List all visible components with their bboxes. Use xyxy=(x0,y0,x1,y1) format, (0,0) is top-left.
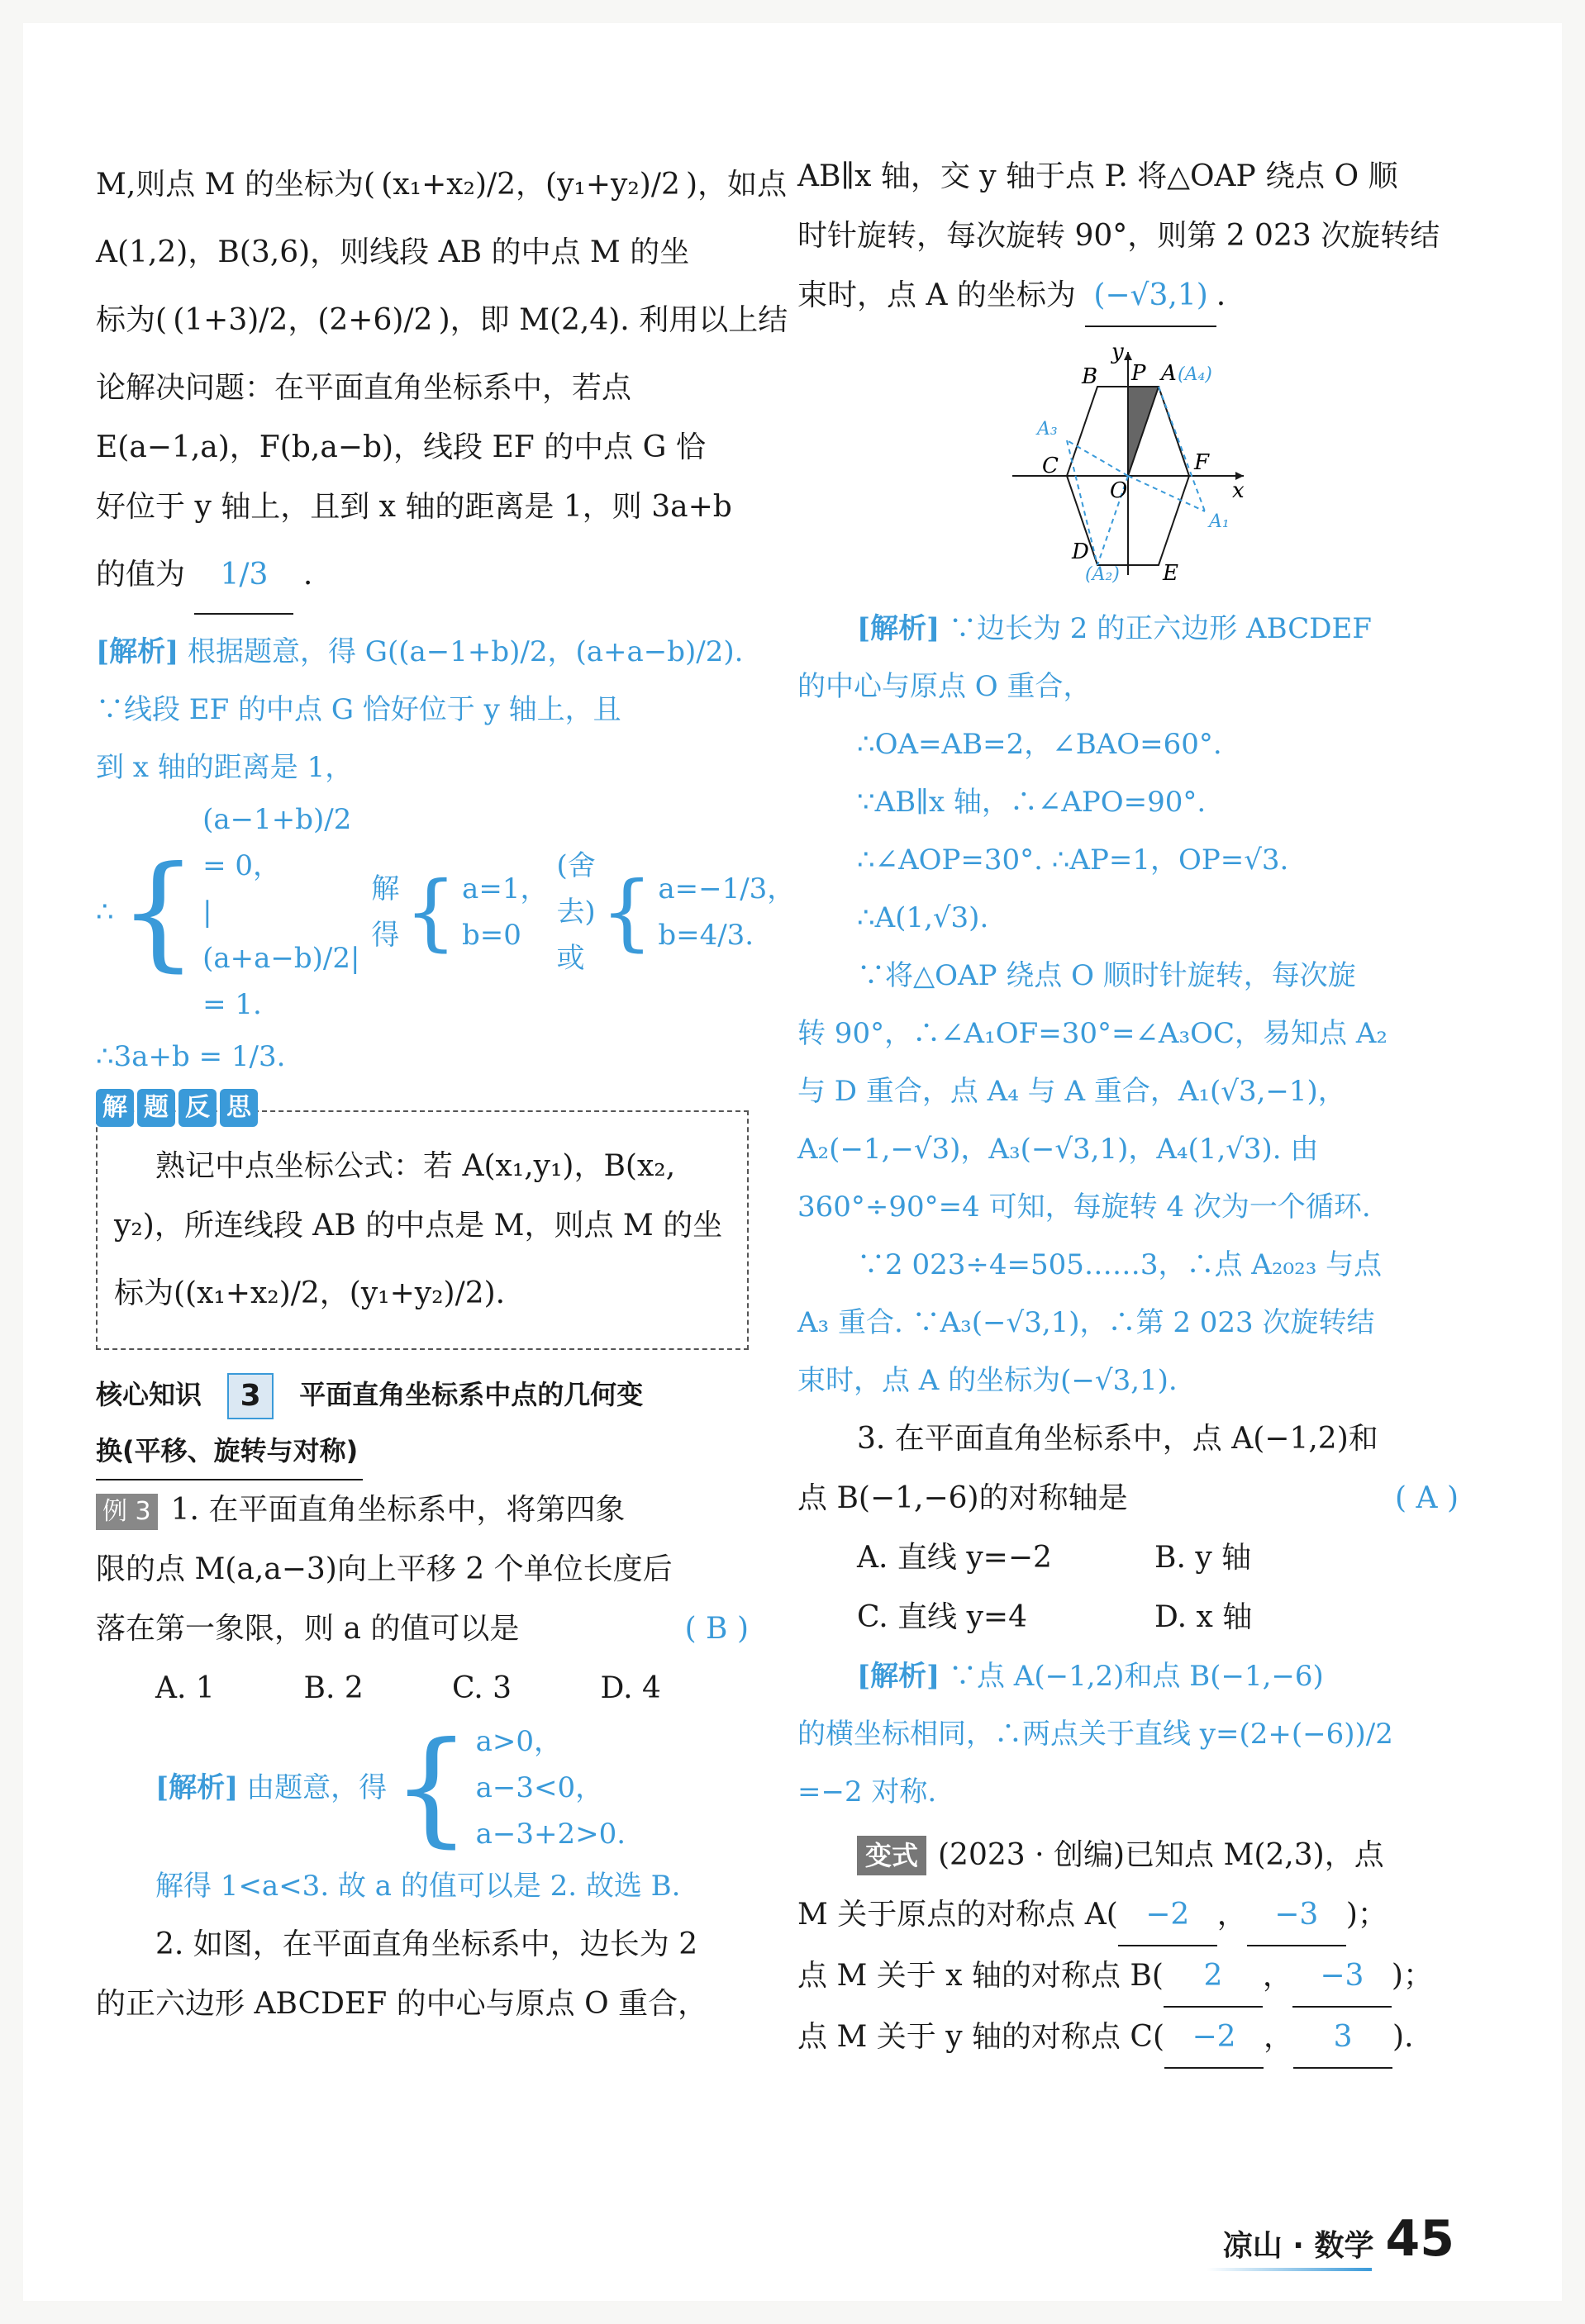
text-line: A(1,2)，B(3,6)，则线段 AB 的中点 M 的坐 xyxy=(96,235,690,269)
equation: (a−1+b)/2 = 0， xyxy=(202,803,352,882)
choice-a: A. 直线 y=−2 xyxy=(857,1541,1052,1575)
equation: |(a+a−b)/2| = 1. xyxy=(202,896,360,1021)
section-title: 平面直角坐标系中点的几何变 xyxy=(299,1379,644,1410)
label-p: P xyxy=(1131,361,1146,386)
triangle-oap xyxy=(1128,387,1159,476)
equation: b=4/3. xyxy=(658,919,754,952)
section-label: 核心知识 xyxy=(96,1379,202,1410)
question-line xyxy=(96,1480,749,1540)
right-column xyxy=(797,147,1459,2069)
analysis-line: ∵线段 EF 的中点 G 恰好位于 y 轴上，且 xyxy=(96,693,621,726)
punct: ). xyxy=(1392,2020,1414,2054)
question-line: AB∥x 轴，交 y 轴于点 P. 将△OAP 绕点 O 顺 xyxy=(797,159,1398,193)
hexagon-figure xyxy=(797,335,1459,583)
analysis-tag: [解析] xyxy=(857,1660,940,1693)
question-line xyxy=(797,1469,1459,1528)
answer-blank: 3 xyxy=(1293,2008,1392,2069)
answer-blank: −3 xyxy=(1292,1946,1392,2008)
label-o: O xyxy=(1110,478,1128,503)
solve-label: 解得 xyxy=(371,872,400,952)
section-heading xyxy=(96,1366,749,1423)
analysis-line: A₃ 重合. ∵A₃(−√3,1)，∴第 2 023 次旋转结 xyxy=(797,1306,1375,1339)
choices xyxy=(797,1588,1459,1647)
analysis-line xyxy=(96,623,749,681)
page xyxy=(23,23,1562,2301)
analysis-text: ∵点 A(−1,2)和点 B(−1,−6) xyxy=(949,1660,1324,1693)
analysis-tag: [解析] xyxy=(96,635,179,668)
analysis-line: 与 D 重合，点 A₄ 与 A 重合，A₁(√3,−1)， xyxy=(797,1075,1346,1108)
analysis-tag: [解析] xyxy=(857,612,940,645)
choice-c: C. 3 xyxy=(452,1671,512,1705)
text-line: 论解决问题：在平面直角坐标系中，若点 xyxy=(96,371,632,405)
question-line xyxy=(96,1599,749,1659)
label-e: E xyxy=(1163,561,1178,583)
answer-blank: (−√3,1) xyxy=(1085,266,1216,327)
text-line: 标为( (1+3)/2，(2+6)/2 )，即 M(2,4). 利用以上结 xyxy=(96,303,788,337)
question-line xyxy=(797,1946,1459,2008)
reflection-char: 解 xyxy=(96,1089,134,1127)
comma: ， xyxy=(1264,2020,1294,2054)
answer-blank: −3 xyxy=(1247,1885,1346,1946)
analysis-line: ∵将△OAP 绕点 O 顺时针旋转，每次旋 xyxy=(857,959,1356,992)
analysis-line: A₂(−1,−√3)，A₃(−√3,1)，A₄(1,√3). 由 xyxy=(797,1133,1319,1166)
analysis-line: 360°÷90°=4 可知，每旋转 4 次为一个循环. xyxy=(797,1191,1371,1224)
text-line: 好位于 y 轴上，且到 x 轴的距离是 1，则 3a+b xyxy=(96,490,732,524)
section-number: 3 xyxy=(227,1373,274,1419)
answer-choice: ( B ) xyxy=(684,1612,749,1646)
discard-note: (舍去)或 xyxy=(556,849,596,975)
question-line: 2. 如图，在平面直角坐标系中，边长为 2 xyxy=(155,1927,698,1961)
system-left xyxy=(202,796,359,1028)
label-a3: A₃ xyxy=(1037,419,1058,440)
comma: ， xyxy=(1262,1959,1292,1993)
reflection-box xyxy=(96,1093,749,1350)
system-solution-1 xyxy=(462,866,548,958)
analysis-text: 由题意，得 xyxy=(246,1771,388,1804)
label-f: F xyxy=(1194,450,1210,475)
equation: b=0 xyxy=(462,919,521,952)
comma: ， xyxy=(1216,1898,1247,1932)
reflection-title xyxy=(96,1089,258,1127)
equation: a=−1/3， xyxy=(658,872,796,905)
dashed-line xyxy=(1067,440,1128,476)
label-d: D xyxy=(1072,539,1089,564)
analysis-line xyxy=(797,1647,1459,1705)
analysis-line: ∵AB∥x 轴，∴∠APO=90°. xyxy=(857,786,1207,819)
label-a: A xyxy=(1161,361,1177,386)
reflection-char: 题 xyxy=(137,1089,175,1127)
question-text: 点 M 关于 x 轴的对称点 B( xyxy=(797,1959,1164,1993)
answer-blank: −2 xyxy=(1118,1885,1217,1946)
example-tag: 例 3 xyxy=(96,1494,158,1530)
question-text: M 关于原点的对称点 A( xyxy=(797,1898,1118,1932)
label-c: C xyxy=(1042,454,1059,478)
choice-d: D. x 轴 xyxy=(1154,1600,1253,1634)
analysis-line: ∴OA=AB=2，∠BAO=60°. xyxy=(857,728,1222,761)
text-line: M,则点 M 的坐标为( (x₁+x₂)/2，(y₁+y₂)/2 )，如点 xyxy=(96,168,788,202)
inequality-system: [解析] 由题意，得 { a>0， a−3<0， a−3+2>0. xyxy=(155,1716,626,1860)
question-line xyxy=(797,1885,1459,1946)
analysis-result: ∴3a+b = 1/3. xyxy=(96,1040,286,1073)
therefore-symbol: ∴ xyxy=(96,896,114,929)
analysis-line: ∴∠AOP=30°. ∴AP=1，OP=√3. xyxy=(857,844,1289,877)
question-line: 时针旋转，每次旋转 90°，则第 2 023 次旋转结 xyxy=(797,219,1440,253)
reflection-char: 思 xyxy=(220,1089,258,1127)
inequality: a>0， xyxy=(475,1725,563,1758)
footer-decoration xyxy=(1207,2268,1372,2271)
hexagon-diagram xyxy=(996,335,1260,583)
page-footer xyxy=(1223,2210,1454,2268)
y-axis-arrow xyxy=(1124,352,1132,360)
analysis-line xyxy=(797,600,1459,658)
text-line: y₂)，所连线段 AB 的中点是 M，则点 M 的坐 xyxy=(114,1209,723,1243)
analysis-line: 转 90°，∴∠A₁OF=30°=∠A₃OC，易知点 A₂ xyxy=(797,1017,1387,1050)
analysis-line: 束时，点 A 的坐标为(−√3,1). xyxy=(797,1364,1178,1397)
label-a2: (A₂) xyxy=(1085,564,1120,583)
reflection-char: 反 xyxy=(178,1089,217,1127)
punct: )； xyxy=(1345,1898,1387,1932)
answer-blank: 1/3 xyxy=(194,537,293,615)
answer-choice: ( A ) xyxy=(1395,1481,1459,1515)
analysis-line: =−2 对称. xyxy=(797,1775,937,1808)
question-text: 1. 在平面直角坐标系中，将第四象 xyxy=(170,1493,626,1527)
question-line: 的正六边形 ABCDEF 的中心与原点 O 重合， xyxy=(96,1987,708,2021)
choice-c: C. 直线 y=4 xyxy=(857,1600,1027,1634)
analysis-line: 的中心与原点 O 重合， xyxy=(797,670,1092,703)
text-line: 标为((x₁+x₂)/2，(y₁+y₂)/2). xyxy=(114,1276,506,1310)
inequality-list xyxy=(476,1718,626,1857)
choice-a: A. 1 xyxy=(155,1671,215,1705)
system-solution-2 xyxy=(658,866,795,958)
page-number: 45 xyxy=(1385,2210,1454,2268)
choice-b: B. 2 xyxy=(303,1671,364,1705)
question-line: 3. 在平面直角坐标系中，点 A(−1,2)和 xyxy=(857,1422,1378,1456)
section-heading-cont xyxy=(96,1423,749,1480)
punct: )； xyxy=(1391,1959,1433,1993)
variant-tag: 变式 xyxy=(857,1836,926,1875)
question-line xyxy=(797,1826,1459,1885)
question-text: 束时，点 A 的坐标为 xyxy=(797,278,1076,312)
text-line: E(a−1,a)，F(b,a−b)，线段 EF 的中点 G 恰 xyxy=(96,430,706,464)
equation: a=1， xyxy=(462,872,549,905)
label-a4: (A₄) xyxy=(1178,364,1212,385)
label-y: y xyxy=(1111,340,1124,364)
section-subtitle: 换(平移、旋转与对称) xyxy=(96,1423,363,1480)
analysis-line: 解得 1<a<3. 故 a 的值可以是 2. 故选 B. xyxy=(155,1870,681,1903)
answer-blank: 2 xyxy=(1164,1946,1263,2008)
label-x: x xyxy=(1232,478,1245,503)
text-line: 熟记中点坐标公式：若 A(x₁,y₁)，B(x₂, xyxy=(155,1149,676,1183)
analysis-line: ∴A(1,√3). xyxy=(857,901,989,934)
analysis-text: 根据题意，得 G((a−1+b)/2，(a+a−b)/2). xyxy=(188,635,744,668)
analysis-line: ∵2 023÷4=505……3，∴点 A₂₀₂₃ 与点 xyxy=(857,1248,1383,1281)
left-column xyxy=(96,147,796,2034)
inequality: a−3<0， xyxy=(475,1771,604,1804)
question-line: 束时，点 A 的坐标为 (−√3,1) . xyxy=(797,266,1459,327)
choice-d: D. 4 xyxy=(600,1671,661,1705)
footer-brand: 凉山 · 数学 xyxy=(1222,2229,1374,2263)
choice-b: B. y 轴 xyxy=(1154,1541,1252,1575)
analysis-text: ∵边长为 2 的正六边形 ABCDEF xyxy=(949,612,1372,645)
label-b: B xyxy=(1082,364,1098,389)
analysis-tag: [解析] xyxy=(155,1771,239,1804)
question-text: 点 M 关于 y 轴的对称点 C( xyxy=(797,2020,1165,2054)
analysis-line: 的横坐标相同，∴两点关于直线 y=(2+(−6))/2 xyxy=(797,1718,1393,1751)
answer-prefix: 的值为 xyxy=(96,558,186,592)
question-text: 落在第一象限，则 a 的值可以是 xyxy=(96,1612,520,1646)
question-text: 点 B(−1,−6)的对称轴是 xyxy=(797,1481,1128,1515)
analysis-line: 到 x 轴的距离是 1， xyxy=(96,751,354,784)
text-line: 的值为 1/3 . xyxy=(96,537,749,615)
question-line xyxy=(797,2008,1459,2069)
answer-blank: −2 xyxy=(1164,2008,1264,2069)
inequality: a−3+2>0. xyxy=(475,1818,626,1851)
choices xyxy=(797,1528,1459,1588)
label-a1: A₁ xyxy=(1209,511,1230,532)
question-text: (2023 · 创编)已知点 M(2,3)，点 xyxy=(938,1838,1384,1872)
question-line: 限的点 M(a,a−3)向上平移 2 个单位长度后 xyxy=(96,1552,673,1586)
equation-system: ∴ { (a−1+b)/2 = 0， |(a+a−b)/2| = 1. 解得 { a=1， b=0 (舍去)或 { a=−1/3， b=4/3. xyxy=(96,796,749,1028)
choices xyxy=(96,1659,749,1718)
